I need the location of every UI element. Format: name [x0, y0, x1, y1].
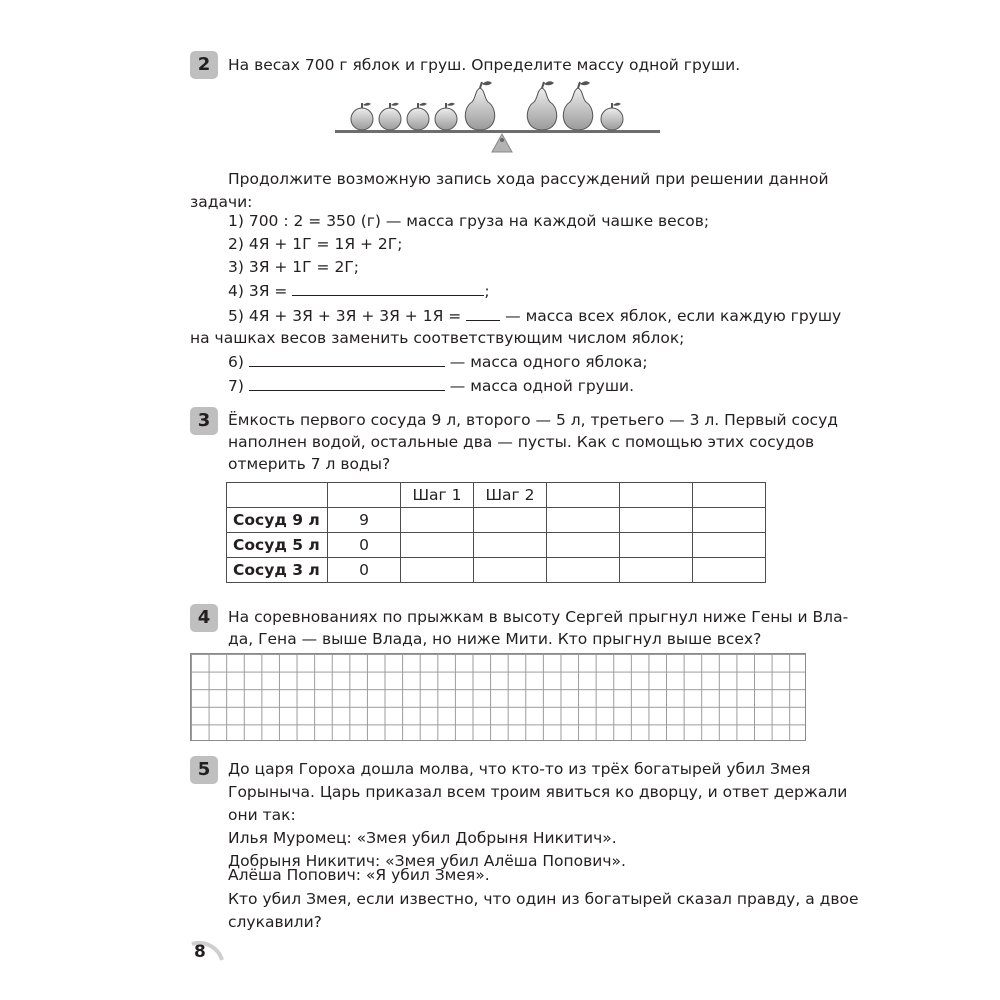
task-number-badge: 4 [190, 604, 218, 632]
scale-fulcrum [492, 134, 512, 152]
answer-cell[interactable] [620, 558, 693, 583]
row-label: Сосуд 5 л [227, 533, 328, 558]
task-text: На весах 700 г яблок и груш. Определите массу одной груши. [228, 56, 741, 74]
page-number: 8 [194, 942, 206, 962]
answer-cell[interactable] [401, 508, 474, 533]
reasoning-step-5 [228, 304, 841, 327]
reasoning-step-2: 2) 4Я + 1Г = 1Я + 2Г; [228, 235, 403, 253]
answer-cell[interactable] [693, 533, 766, 558]
apple-icon [435, 103, 457, 130]
answer-cell[interactable] [401, 558, 474, 583]
answer-cell[interactable] [620, 533, 693, 558]
header-cell-step-1: Шаг 1 [401, 483, 474, 508]
task-number-badge: 5 [190, 756, 218, 784]
pear-icon [563, 81, 592, 130]
answer-cell[interactable] [401, 533, 474, 558]
task-number-badge: 3 [190, 407, 218, 435]
apple-icon [351, 103, 373, 130]
quote-line: Добрыня Никитич: «Змея убил Алёша Попович». [228, 852, 626, 870]
question-line: Кто убил Змея, если известно, что один из богатырей сказал правду, а двое [228, 890, 859, 908]
reasoning-step-7 [228, 374, 634, 397]
instruction-line: задачи: [190, 193, 253, 211]
task-text: они так: [228, 806, 296, 824]
task-text: наполнен водой, остальные два — пусты. Как с помощью этих сосудов [228, 433, 815, 451]
header-cell [620, 483, 693, 508]
answer-cell[interactable] [693, 508, 766, 533]
answer-cell[interactable] [693, 558, 766, 583]
apple-icon [407, 103, 429, 130]
task-text: отмерить 7 л воды? [228, 455, 391, 473]
reasoning-step-4 [228, 279, 490, 302]
apple-icon [379, 103, 401, 130]
reasoning-step-1: 1) 700 : 2 = 350 (г) — масса груза на каждой чашке весов; [228, 212, 710, 230]
instruction-line: Продолжите возможную запись хода рассуждений при решении данной [228, 170, 829, 188]
row-label: Сосуд 9 л [227, 508, 328, 533]
reasoning-step-3: 3) 3Я + 1Г = 2Г; [228, 258, 360, 276]
task-text: Ёмкость первого сосуда 9 л, второго — 5 л, третьего — 3 л. Первый сосуд [228, 411, 838, 429]
quote-line: Илья Муромец: «Змея убил Добрыня Никитич». [228, 829, 617, 847]
row-value: 0 [328, 558, 401, 583]
answer-blank[interactable] [249, 374, 445, 391]
answer-cell[interactable] [474, 508, 547, 533]
answer-cell[interactable] [474, 558, 547, 583]
answer-grid[interactable] [190, 653, 806, 741]
task-text: На соревнованиях по прыжкам в высоту Сергей прыгнул ниже Гены и Вла- [228, 608, 849, 626]
step-suffix: ; [484, 282, 490, 300]
table-row [227, 508, 766, 533]
step-prefix: 5) 4Я + 3Я + 3Я + 3Я + 1Я = [228, 307, 462, 325]
step-suffix: — масса всех яблок, если каждую грушу [505, 307, 842, 325]
header-cell [328, 483, 401, 508]
row-value: 9 [328, 508, 401, 533]
task-text: Горыныча. Царь приказал всем троим явиться ко дворцу, и ответ держали [228, 783, 848, 801]
answer-cell[interactable] [547, 508, 620, 533]
table-row [227, 558, 766, 583]
answer-cell[interactable] [474, 533, 547, 558]
pear-icon [465, 81, 494, 130]
quote-line: Алёша Попович: «Я убил Змея». [228, 866, 490, 884]
question-line: слукавили? [228, 913, 322, 931]
task-number-badge: 2 [190, 51, 218, 79]
reasoning-step-5-cont: на чашках весов заменить соответствующим числом яблок; [190, 329, 685, 347]
step-prefix: 7) [228, 377, 244, 395]
step-prefix: 6) [228, 353, 244, 371]
pear-icon [527, 81, 556, 130]
vessels-table [226, 482, 766, 583]
header-cell [227, 483, 328, 508]
row-value: 0 [328, 533, 401, 558]
header-cell [693, 483, 766, 508]
header-cell-step-2: Шаг 2 [474, 483, 547, 508]
task-text: да, Гена — выше Влада, но ниже Мити. Кто прыгнул выше всех? [228, 630, 762, 648]
answer-blank[interactable] [466, 304, 500, 321]
answer-cell[interactable] [547, 558, 620, 583]
row-label: Сосуд 3 л [227, 558, 328, 583]
answer-cell[interactable] [620, 508, 693, 533]
apple-icon [601, 103, 623, 130]
header-cell [547, 483, 620, 508]
answer-cell[interactable] [547, 533, 620, 558]
step-suffix: — масса одной груши. [449, 377, 635, 395]
table-row [227, 533, 766, 558]
table-header-row [227, 483, 766, 508]
answer-blank[interactable] [249, 350, 445, 367]
step-prefix: 4) 3Я = [228, 282, 288, 300]
step-suffix: — масса одного яблока; [449, 353, 648, 371]
balance-scale-illustration [330, 78, 670, 158]
answer-blank[interactable] [292, 279, 484, 296]
task-text: До царя Гороха дошла молва, что кто-то из трёх богатырей убил Змея [228, 760, 811, 778]
reasoning-step-6 [228, 350, 648, 373]
